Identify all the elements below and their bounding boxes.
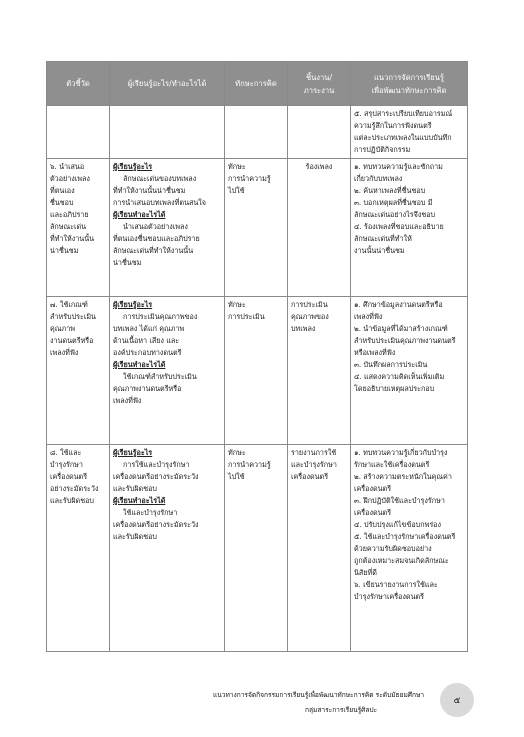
cell-line: เครื่องดนตรี: [50, 472, 88, 481]
cell-line: เพลงที่ฟัง: [113, 396, 142, 405]
cell-line: อย่างระมัดระวัง: [50, 484, 99, 493]
cell-line: ที่ตนเองชื่นชอบและอภิปราย: [113, 234, 200, 243]
cell-line: และรับผิดชอบ: [113, 532, 157, 541]
cell-activities: [351, 106, 468, 159]
cell-line: ทักษะ: [228, 162, 246, 171]
curriculum-table: [46, 61, 468, 652]
cell-indicator: [47, 159, 110, 297]
cell-activities: [351, 159, 468, 297]
cell-empty: [110, 106, 225, 159]
cell-line: ลักษณะเด่นที่ทำให้: [354, 234, 412, 243]
cell-line: การปฏิบัติกิจกรรม: [354, 145, 411, 154]
cell-line: ๑. ทบทวนความรู้และซักถาม: [354, 162, 443, 171]
cell-line: รายงานการใช้: [291, 448, 337, 457]
cell-learning: [110, 297, 225, 445]
cell-line: นำเสนอตัวอย่างเพลง: [123, 222, 188, 231]
cell-line: สำหรับประเมิน: [50, 312, 96, 321]
header-indicator: ตัวชี้วัด: [47, 62, 110, 106]
cell-line: บทเพลง: [291, 324, 316, 333]
learning-subheading: ผู้เรียนรู้อะไร: [113, 448, 153, 457]
cell-line: ๓. บอกเหตุผลที่ชื่นชอบ มี: [354, 198, 433, 207]
header-workpiece: [288, 62, 351, 106]
header-thinking-skill: ทักษะการคิด: [225, 62, 288, 106]
table-header-row: [47, 62, 468, 106]
cell-line: เพลงที่ฟัง: [354, 312, 383, 321]
cell-line: ใช้เกณฑ์สำหรับประเมิน: [123, 372, 197, 381]
cell-line: ๗. ใช้เกณฑ์: [50, 300, 88, 309]
cell-line: ด้านเนื้อหา เสียง และ: [113, 336, 180, 345]
cell-line: ไปใช้: [228, 472, 245, 481]
footer-subject-group: กลุ่มสาระการเรียนรู้ศิลปะ: [305, 706, 378, 714]
cell-line: ๘. ใช้และ: [50, 448, 82, 457]
cell-line: การนำเสนอบทเพลงที่ตนสนใจ: [113, 198, 207, 207]
cell-line: ลักษณะเด่นอย่างไรจึงชอบ: [354, 210, 436, 219]
cell-line: แต่ละประเภทเพลงในแบบบันทึก: [354, 133, 452, 142]
cell-line: คุณภาพ: [50, 324, 75, 333]
learning-subheading: ผู้เรียนทำอะไรได้: [113, 496, 166, 505]
cell-line: ๒. ค้นหาเพลงที่ชื่นชอบ: [354, 186, 426, 195]
page-number-badge: [440, 683, 474, 717]
cell-line: การประเมินคุณภาพของ: [123, 312, 198, 321]
cell-line: การนำความรู้: [228, 174, 271, 183]
cell-line: ลักษณะเด่น: [50, 222, 87, 231]
cell-line: งานนั้นน่าชื่นชม: [354, 246, 405, 255]
header-learning-outcome: ผู้เรียนรู้อะไร/ทำอะไรได้: [110, 62, 225, 106]
cell-line: เครื่องดนตรี: [354, 508, 392, 517]
cell-line: ทักษะ: [228, 448, 246, 457]
cell-line: งานดนตรีหรือ: [50, 336, 94, 345]
learning-subheading: ผู้เรียนทำอะไรได้: [113, 210, 166, 219]
cell-line: หรือเพลงที่ฟัง: [354, 348, 396, 357]
cell-empty: [288, 106, 351, 159]
cell-empty: [225, 106, 288, 159]
cell-line: การประเมิน: [291, 300, 328, 309]
cell-line: และรับผิดชอบ: [50, 496, 94, 505]
cell-line: ๔. ร้องเพลงที่ชอบและอธิบาย: [354, 222, 444, 231]
cell-line: ๒. สร้างความตระหนักในคุณค่า: [354, 472, 452, 481]
cell-line: เครื่องดนตรีอย่างระมัดระวัง: [113, 520, 199, 529]
table-row: [47, 445, 468, 652]
cell-line: ชื่นชอบ: [50, 198, 74, 207]
cell-line: คุณภาพของ: [291, 312, 329, 321]
cell-line: น่าชื่นชม: [113, 258, 142, 267]
cell-line: ๒. นำข้อมูลที่ได้มาสร้างเกณฑ์: [354, 324, 448, 333]
learning-subheading: ผู้เรียนรู้อะไร: [113, 300, 153, 309]
cell-line: เครื่องดนตรีอย่างระมัดระวัง: [113, 472, 199, 481]
cell-line: เพลงที่ฟัง: [50, 348, 79, 357]
cell-line: เกี่ยวกับบทเพลง: [354, 174, 403, 183]
cell-line: ๕. สรุปสาระเปรียบเทียบอารมณ์: [354, 109, 453, 118]
table-row: [47, 159, 468, 297]
cell-line: ที่ทำให้งานนั้น: [50, 234, 95, 243]
cell-line: และอภิปราย: [50, 210, 89, 219]
page-number: ๕: [453, 696, 461, 706]
cell-line: ตัวอย่างเพลง: [50, 174, 90, 183]
cell-line: ๓. บันทึกผลการประเมิน: [354, 360, 428, 369]
cell-line: การใช้และบำรุงรักษา: [123, 460, 190, 469]
cell-learning: [110, 445, 225, 652]
cell-line: โดยอธิบายเหตุผลประกอบ: [354, 384, 435, 393]
cell-line: สำหรับประเมินคุณภาพงานดนตรี: [354, 336, 456, 345]
cell-line: ใช้และบำรุงรักษา: [123, 508, 178, 517]
cell-skill: [225, 159, 288, 297]
cell-line: ด้วยความรับผิดชอบอย่าง: [354, 544, 432, 553]
cell-line: ๑. ทบทวนความรู้เกี่ยวกับบำรุง: [354, 448, 448, 457]
cell-line: ทักษะ: [228, 300, 246, 309]
cell-line: น่าชื่นชม: [50, 246, 79, 255]
cell-line: ความรู้สึกในการฟังดนตรี: [354, 121, 432, 130]
cell-learning: [110, 159, 225, 297]
table-row-continuation: [47, 106, 468, 159]
cell-activities: [351, 297, 468, 445]
cell-work: [288, 445, 351, 652]
cell-skill: [225, 445, 288, 652]
cell-line: ๖. นำเสนอ: [50, 162, 85, 171]
cell-line: และรับผิดชอบ: [113, 484, 157, 493]
header-learning-approach: [351, 62, 468, 106]
cell-skill: [225, 297, 288, 445]
cell-work: [288, 159, 351, 297]
cell-line: ๕. ใช้และบำรุงรักษาเครื่องดนตรี: [354, 532, 456, 541]
cell-line: ลักษณะเด่นของบทเพลง: [123, 174, 197, 183]
learning-subheading: ผู้เรียนทำอะไรได้: [113, 360, 166, 369]
footer-book-title: แนวทางการจัดกิจกรรมการเรียนรู้เพื่อพัฒนาทักษะการคิด ระดับมัธยมศึกษา: [213, 691, 425, 699]
header-workpiece-line1: ชิ้นงาน/: [305, 72, 333, 82]
cell-line: และบำรุงรักษา: [291, 460, 337, 469]
learning-subheading: ผู้เรียนรู้อะไร: [113, 162, 153, 171]
cell-indicator: [47, 445, 110, 652]
cell-line: เครื่องดนตรี: [354, 484, 392, 493]
cell-line: ๔. ปรับปรุงแก้ไขข้อบกพร่อง: [354, 520, 442, 529]
cell-line: ๓. ฝึกปฏิบัติใช้และบำรุงรักษา: [354, 496, 445, 505]
header-approach-line2: เพื่อพัฒนาทักษะการคิด: [371, 85, 447, 95]
cell-line: บทเพลง ได้แก่ คุณภาพ: [113, 324, 185, 333]
cell-indicator: [47, 297, 110, 445]
cell-work: [288, 297, 351, 445]
header-workpiece-line2: ภาระงาน: [303, 85, 335, 95]
cell-line: ๖. เขียนรายงานการใช้และ: [354, 580, 438, 589]
cell-empty: [47, 106, 110, 159]
cell-line: ๑. ศึกษาข้อมูลงานดนตรีหรือ: [354, 300, 443, 309]
cell-line: บำรุงรักษาเครื่องดนตรี: [354, 592, 425, 601]
cell-line: คุณภาพงานดนตรีหรือ: [113, 384, 182, 393]
cell-line: การนำความรู้: [228, 460, 271, 469]
cell-line: บำรุงรักษา: [50, 460, 83, 469]
cell-line: เครื่องดนตรี: [291, 472, 329, 481]
cell-line: ที่ตนเอง: [50, 186, 75, 195]
header-approach-line1: แนวการจัดการเรียนรู้: [373, 72, 444, 82]
cell-line: รักษาและใช้เครื่องดนตรี: [354, 460, 430, 469]
cell-line: การประเมิน: [228, 312, 265, 321]
cell-line: ลักษณะเด่นที่ทำให้งานนั้น: [113, 246, 194, 255]
cell-line: ถูกต้องเหมาะสมจนเกิดลักษณะ: [354, 556, 449, 565]
cell-line: องค์ประกอบทางดนตรี: [113, 348, 182, 357]
cell-line: ไปใช้: [228, 186, 245, 195]
cell-activities: [351, 445, 468, 652]
cell-line: ที่ทำให้งานนั้นน่าชื่นชม: [113, 186, 186, 195]
cell-line: ๔. แสดงความคิดเห็นเพิ่มเติม: [354, 372, 445, 381]
cell-line: นิสัยที่ดี: [354, 568, 377, 577]
cell-line: ร้องเพลง: [305, 162, 333, 171]
table-row: [47, 297, 468, 445]
